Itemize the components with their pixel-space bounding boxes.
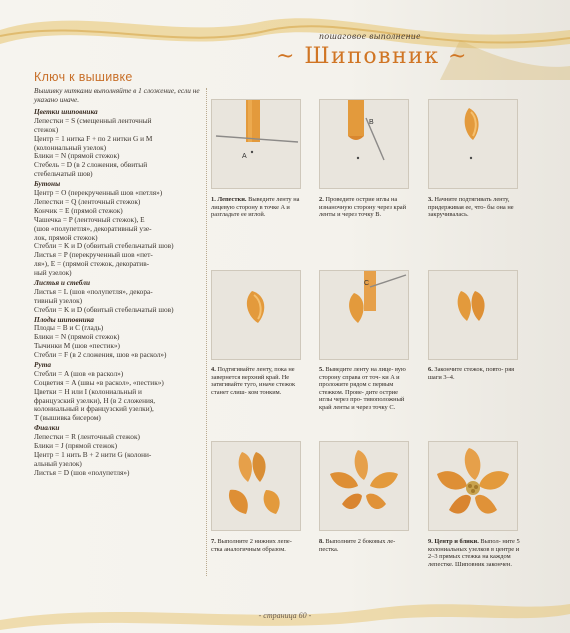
key-line: стебельчатый шов) <box>34 169 93 179</box>
key-line: альный узелок) <box>34 458 82 468</box>
key-line: ля»), E = (прямой стежок, декоратив- <box>34 259 150 269</box>
step-2-caption: 2. Проведите острие иглы на изнаночную сторону через край ленты и через точку B. <box>319 196 407 219</box>
key-line: Листья = L (шов «полупетля», декора- <box>34 286 153 296</box>
step-2-photo <box>319 99 409 189</box>
step-7-photo <box>211 441 301 531</box>
step-1-photo <box>211 99 301 189</box>
key-line: Кончик = E (прямой стежок) <box>34 205 123 215</box>
page-title: ~ Шиповник ~ <box>276 44 468 69</box>
key-line: Чашечка = P (ленточный стежок), E <box>34 214 145 224</box>
key-line: Блики = N (прямой стежок) <box>34 332 120 342</box>
step-4-photo <box>211 270 301 360</box>
step-1-caption: 1. Лепестки. Выведите ленту на лицевую сторону в точке A и разгладьте ее иглой. <box>211 196 300 219</box>
step-6-photo <box>428 270 518 360</box>
key-line: T (вышивка бисером) <box>34 413 101 423</box>
step-9-photo <box>428 441 518 531</box>
key-line: Стебель = D (в 2 сложения, обвитый <box>34 160 148 170</box>
page-number: - страница 60 - <box>258 611 312 620</box>
key-line: Центр = 1 нить B + 2 нити G (колони- <box>34 449 152 459</box>
key-section-title: Листья и стебли <box>34 277 91 287</box>
key-line: тивный узелок) <box>34 295 83 305</box>
key-note: Вышивку нитками выполняйте в 1 сложение, если не указано иначе. <box>34 86 200 105</box>
label-c: C <box>364 280 370 287</box>
step-5-caption: 5. Выведите ленту на лице- вую сторону справа от точ- ки A и проложите рядом с первым стежком. Прове- дите острие иглы через про- тивоположный край ленты и через точку C. <box>319 366 406 411</box>
key-line: Стебли = K и D (обвитый стебельчатый шов) <box>34 241 174 251</box>
step-5-photo <box>319 270 409 360</box>
key-line: Лепестки = R (ленточный стежок) <box>34 432 140 442</box>
step-9-caption: 9. Центр и блики. Выпол- ните 5 колониальных узелков в центре и 2–3 прямых стежка на каждом лепестке. Шиповник закончен. <box>428 538 520 568</box>
key-section-title: Фиалки <box>34 423 60 433</box>
step-8-caption: 8. Выполните 2 боковых ле- пестка. <box>319 538 396 553</box>
step-8-photo <box>319 441 409 531</box>
key-line: Тычинки M (шов «пестик») <box>34 341 120 351</box>
key-line: Стебли = K и D (обвитый стебельчатый шов) <box>34 304 174 314</box>
key-line: Центр = 1 нитка F + по 2 нитки G и M <box>34 133 153 143</box>
key-line: Стебли = F (в 2 сложения, шов «в раскол») <box>34 350 167 360</box>
step-3-photo <box>428 99 518 189</box>
column-divider <box>206 88 207 576</box>
key-line: Плоды = B и C (гладь) <box>34 323 104 333</box>
key-line: Листья = P (перекрученный шов «пет- <box>34 250 153 260</box>
key-line: стежок) <box>34 124 59 134</box>
key-line: Блики = J (прямой стежок) <box>34 440 118 450</box>
key-line: французский узелки), H (в 2 сложения, <box>34 395 156 405</box>
key-line: (шов «полупетля», декоративный узе- <box>34 223 152 233</box>
embroidery-key <box>34 70 202 478</box>
key-section-title: Рута <box>34 359 52 369</box>
key-section-title: Цветки шиповника <box>34 107 98 117</box>
label-a: A <box>242 153 247 160</box>
key-line: Цветки = H или I (колониальный и <box>34 386 142 396</box>
key-line: Лепестки = Q (ленточный стежок) <box>34 196 141 206</box>
key-line: Блики = N (прямой стежок) <box>34 151 120 161</box>
key-line: лок, прямой стежок) <box>34 232 98 242</box>
key-line: (колониальный узелок) <box>34 142 107 152</box>
key-section-title: Плоды шиповника <box>34 314 94 324</box>
key-title: Ключ к вышивке <box>34 70 133 84</box>
key-line: Стебли = A (шов «в раскол») <box>34 368 124 378</box>
label-b: B <box>369 119 374 126</box>
key-line: ный узелок) <box>34 268 72 278</box>
key-line: Соцветия = A (швы «в раскол», «пестик») <box>34 377 164 387</box>
step-7-caption: 7. Выполните 2 нижних лепе- стка аналогичным образом. <box>211 538 292 553</box>
header-subtitle: пошаговое выполнение <box>319 32 421 42</box>
key-line: Лепестки = S (смещенный ленточный <box>34 115 152 125</box>
key-section-title: Бутоны <box>34 179 61 189</box>
key-line: колониальный и французский узелки), <box>34 404 154 414</box>
step-6-caption: 6. Закончите стежок, повто- ряя шаги 3–4. <box>428 366 515 381</box>
step-4-caption: 4. Подтягивайте ленту, пока не завернется верхний край. Не затягивайте туго, иначе стежок станет слиш- ком тонким. <box>211 366 296 396</box>
step-3-caption: 3. Начните подтягивать ленту, придерживая ее, что- бы она не закручивалась. <box>428 196 514 219</box>
key-line: Листья = D (шов «полупетля») <box>34 467 130 477</box>
key-line: Центр = O (перекрученный шов «петля») <box>34 188 163 198</box>
